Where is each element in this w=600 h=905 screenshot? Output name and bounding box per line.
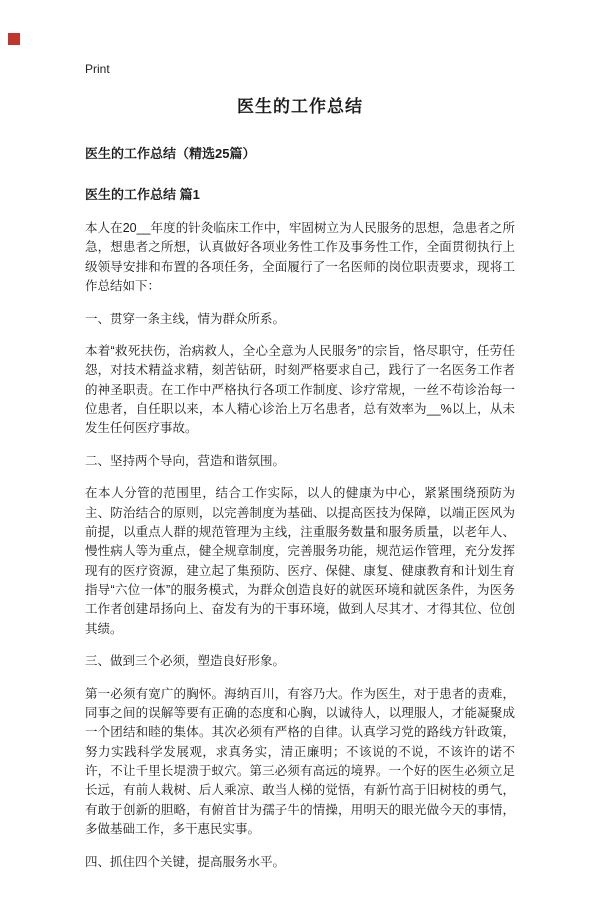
paragraph-point-2-heading: 二、坚持两个导向，营造和谐氛围。 [85,453,286,468]
page-title: 医生的工作总结 [237,97,363,116]
paragraph-intro: 本人在20__年度的针灸临床工作中，牢固树立为人民服务的思想，急患者之所急，想患者之所想，认真做好各项业务性工作及事务性工作，全面贯彻执行上级领导安排和布置的各项任务，全面履行了一名医师的岗位职责要求，现将工作总结如下： [85,221,515,294]
paragraph-point-3-body: 第一必须有宽广的胸怀。海纳百川，有容乃大。作为医生，对于患者的责难，同事之间的误解等要有正确的态度和心胸，以诚待人，以理服人，才能凝聚成一个团结和睦的集体。其次必须有严格的自律。认真学习党的路线方针政策，努力实践科学发展观，求真务实，清正廉明；不该说的不说，不该许的诺不许，不让千里长堤溃于蚁穴。第三必须有高远的境界。一个好的医生必须立足长远，有前人栽树、后人乘凉、敢当人梯的觉悟，有新竹高于旧树枝的勇气，有敢于创新的胆略，有俯首甘为孺子牛的情操，用明天的眼光做今天的事情，多做基础工作，多干惠民实事。 [85,686,515,837]
paragraph-point-1-heading: 一、贯穿一条主线，情为群众所系。 [85,311,286,326]
paragraph-point-3-heading: 三、做到三个必须，塑造良好形象。 [85,654,286,669]
paragraph-point-4-heading: 四、抓住四个关键，提高服务水平。 [85,854,286,869]
print-button[interactable]: Print [85,62,110,76]
document-subtitle: 医生的工作总结（精选25篇） [85,146,256,161]
section-heading-part1: 医生的工作总结 篇1 [85,187,200,202]
red-corner-marker [8,33,20,45]
paragraph-point-2-body: 在本人分管的范围里，结合工作实际，以人的健康为中心，紧紧围绕预防为主、防治结合的原则，以完善制度为基础、以提高医技为保障，以端正医风为前提，以重点人群的规范管理为主线，注重服务数量和服务质量，以老年人、慢性病人等为重点，健全规章制度，完善服务功能，规范运作管理，充分发挥现有的医疗资源，建立起了集预防、医疗、保健、康复、健康教育和计划生育指导“六位一体”的服务模式，为群众创造良好的就医环境和就医条件，为医务工作者创建昂扬向上、奋发有为的干事环境，做到人尽其才、才得其位、位创其绩。 [85,486,515,636]
paragraph-point-1-body: 本着“救死扶伤，治病救人，全心全意为人民服务”的宗旨，恪尽职守，任劳任怨，对技术精益求精，刻苦钻研，时刻严格要求自己，践行了一名医务工作者的神圣职责。在工作中严格执行各项工作制度、诊疗常规，一丝不苟诊治每一位患者，自任职以来，本人精心诊治上万名患者，总有效率为__%以上，从未发生任何医疗事故。 [85,343,515,436]
